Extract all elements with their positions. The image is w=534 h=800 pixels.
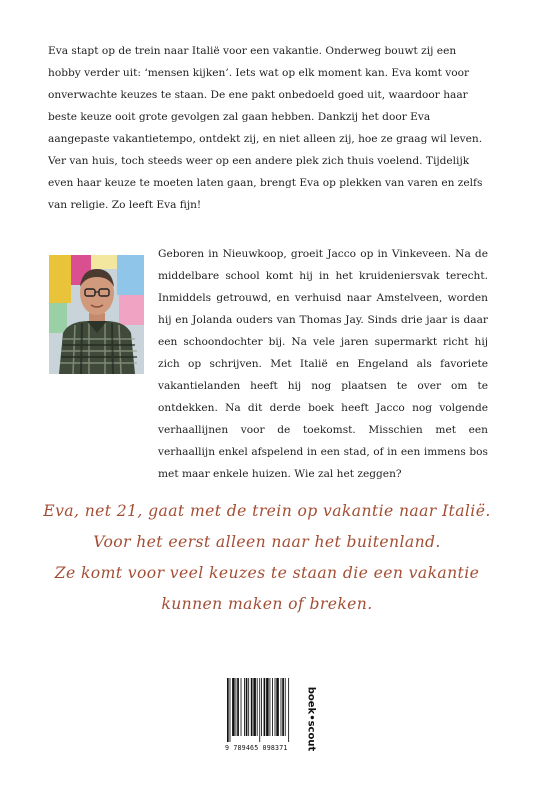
barcode-bar — [232, 678, 235, 736]
barcode-bar — [270, 678, 271, 736]
barcode-bar — [244, 678, 245, 736]
barcode-bar — [241, 678, 242, 736]
isbn-barcode — [221, 674, 313, 760]
barcode-bar — [264, 678, 266, 736]
barcode-bar — [227, 678, 229, 742]
tagline-line: kunnen maken of breken. — [161, 595, 373, 613]
barcode-bar — [230, 678, 231, 742]
barcode-bar — [237, 678, 239, 736]
barcode-bar — [261, 678, 262, 736]
barcode-bar — [288, 678, 289, 742]
barcode-bar — [259, 678, 260, 742]
barcode-bar — [281, 678, 282, 736]
barcode-bar — [248, 678, 249, 736]
barcode-bar — [275, 678, 276, 736]
barcode-bar — [276, 678, 279, 736]
barcode-bar — [285, 678, 286, 736]
tagline — [40, 496, 494, 620]
barcode-bar — [266, 678, 269, 736]
tagline-line: Voor het eerst alleen naar het buitenland. — [93, 533, 441, 551]
barcode-bar — [272, 678, 273, 736]
barcode-number: 9 789465 098371 — [225, 744, 288, 752]
barcode-bar — [246, 678, 248, 736]
tagline-line: Ze komt voor veel keuzes te staan die een vakantie — [54, 564, 480, 582]
tagline-line: Eva, net 21, gaat met de trein op vakantie naar Italië. — [43, 502, 491, 520]
author-bio: Geboren in Nieuwkoop, groeit Jacco op in Vinkeveen. Na de middelbare school komt hij in het kruideniersvak terecht. Inmiddels getrouwd, en verhuisd naar Amstelveen, worden hij en Jolanda ouders van Thomas Jay. Sinds drie jaar is daar een schoondochter bij. Na vele jaren supermarkt richt hij zich op schrijven. Met Italië en Engeland als favoriete vakantielanden heeft hij nog plaatsen te over om te ontdekken. Na dit derde boek heeft Jacco nog volgende verhaallijnen voor de toekomst. Misschien met een verhaallijn enkel afspelend in een stad, of in een immens bos met maar enkele huizen. Wie zal het zeggen? — [158, 248, 488, 480]
book-summary: Eva stapt op de trein naar Italië voor een vakantie. Onderweg bouwt zij een hobby verder uit: ‘mensen kijken’. Iets wat op elk moment kan. Eva komt voor onverwachte keuzes te staan. De ene pakt onbedoeld goed uit, waardoor haar beste keuze ooit grote gevolgen zal gaan hebben. Dankzij het door Eva aangepaste vakantietempo, ontdekt zij, en niet alleen zij, hoe ze graag wil leven. Ver van huis, toch steeds weer op een andere plek zich thuis voelend. Tijdelijk even haar keuze te moeten laten gaan, brengt Eva op plekken van varen en zelfs van religie. Zo leeft Eva fijn! — [48, 45, 483, 211]
publisher-logo — [304, 684, 318, 754]
barcode-bar — [257, 678, 258, 736]
author-photo — [49, 255, 144, 374]
barcode-bar — [236, 678, 237, 736]
publisher-logo-text: boek•scout — [305, 686, 317, 752]
barcode-bar — [253, 678, 256, 736]
barcode-bar — [251, 678, 253, 736]
barcode-bar — [282, 678, 284, 736]
barcode-bars — [227, 678, 307, 742]
